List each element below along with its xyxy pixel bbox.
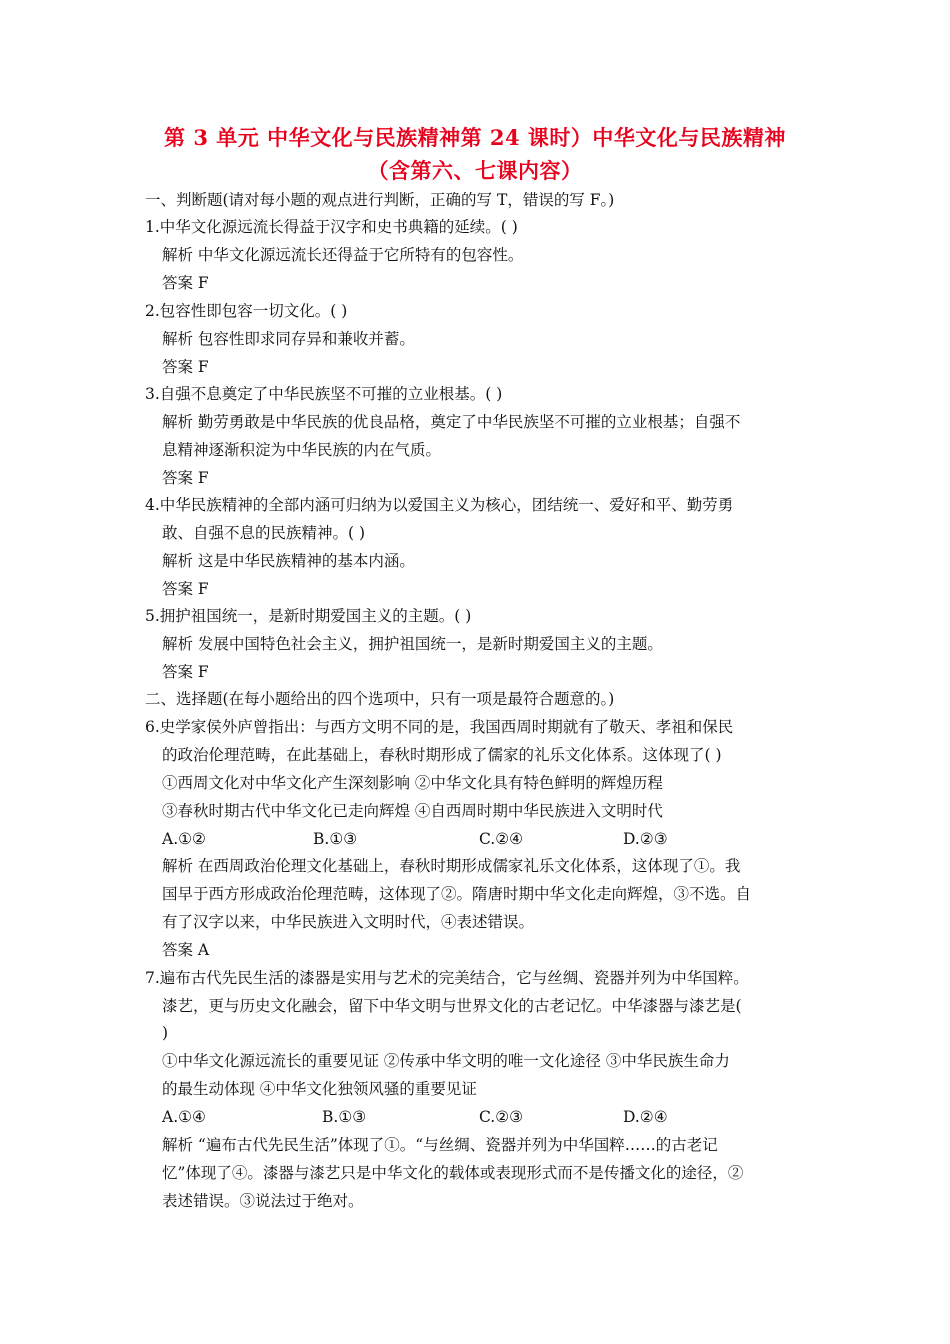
question-7-analysis-line2: 忆”体现了④。漆器与漆艺只是中华文化的载体或表现形式而不是传播文化的途径，②	[162, 1164, 744, 1182]
document-title-line2: （含第六、七课内容）	[367, 158, 583, 183]
question-6-stem-line1: 6.史学家侯外庐曾指出：与西方文明不同的是，我国西周时期就有了敬天、孝祖和保民	[145, 718, 734, 736]
question-4-answer: 答案 F	[162, 580, 209, 598]
question-3-answer: 答案 F	[162, 469, 209, 487]
question-2-answer: 答案 F	[162, 358, 209, 376]
question-6-item-line2: ③春秋时期古代中华文化已走向辉煌 ④自西周时期中华民族进入文明时代	[162, 802, 663, 820]
section-heading-choice: 二、选择题(在每小题给出的四个选项中，只有一项是最符合题意的。)	[145, 690, 615, 708]
question-1-analysis: 解析 中华文化源远流长还得益于它所特有的包容性。	[162, 246, 524, 264]
question-7-stem-line3: )	[162, 1024, 169, 1042]
question-6-item-line1: ①西周文化对中华文化产生深刻影响 ②中华文化具有特色鲜明的辉煌历程	[162, 774, 663, 792]
question-7-option-d: D.②④	[623, 1108, 668, 1126]
question-3-analysis-line1: 解析 勤劳勇敢是中华民族的优良品格，奠定了中华民族坚不可摧的立业根基；自强不	[162, 413, 741, 431]
question-6-stem-line2: 的政治伦理范畴，在此基础上，春秋时期形成了儒家的礼乐文化体系。这体现了( )	[162, 746, 722, 764]
question-4-stem-line1: 4.中华民族精神的全部内涵可归纳为以爱国主义为核心，团结统一、爱好和平、勤劳勇	[145, 496, 734, 514]
question-6-option-b: B.①③	[313, 830, 358, 848]
question-5-answer: 答案 F	[162, 663, 209, 681]
question-7-analysis-line3: 表述错误。③说法过于绝对。	[162, 1192, 364, 1210]
question-4-stem-line2: 敢、自强不息的民族精神。( )	[162, 524, 366, 542]
question-5-stem: 5.拥护祖国统一，是新时期爱国主义的主题。( )	[145, 607, 472, 625]
question-7-option-b: B.①③	[322, 1108, 367, 1126]
question-6-option-a: A.①②	[162, 830, 206, 848]
question-7-option-a: A.①④	[162, 1108, 206, 1126]
question-2-stem: 2.包容性即包容一切文化。( )	[145, 302, 348, 320]
question-6-answer: 答案 A	[162, 941, 210, 959]
section-heading-judgment: 一、判断题(请对每小题的观点进行判断，正确的写 T，错误的写 F。)	[145, 191, 615, 209]
question-3-analysis-line2: 息精神逐渐积淀为中华民族的内在气质。	[162, 441, 442, 459]
question-3-stem: 3.自强不息奠定了中华民族坚不可摧的立业根基。( )	[145, 385, 503, 403]
question-6-option-d: D.②③	[623, 830, 668, 848]
question-6-analysis-line1: 解析 在西周政治伦理文化基础上，春秋时期形成儒家礼乐文化体系，这体现了①。我	[162, 857, 741, 875]
question-7-option-c: C.②③	[479, 1108, 524, 1126]
question-2-analysis: 解析 包容性即求同存异和兼收并蓄。	[162, 330, 415, 348]
question-7-analysis-line1: 解析 “遍布古代先民生活”体现了①。“与丝绸、瓷器并列为中华国粹……的古老记	[162, 1136, 718, 1154]
question-7-item-line1: ①中华文化源远流长的重要见证 ②传承中华文明的唯一文化途径 ③中华民族生命力	[162, 1052, 730, 1070]
question-7-item-line2: 的最生动体现 ④中华文化独领风骚的重要见证	[162, 1080, 477, 1098]
question-1-stem: 1.中华文化源远流长得益于汉字和史书典籍的延续。( )	[145, 218, 518, 236]
question-6-analysis-line2: 国早于西方形成政治伦理范畴，这体现了②。隋唐时期中华文化走向辉煌，③不选。自	[162, 885, 752, 903]
question-4-analysis: 解析 这是中华民族精神的基本内涵。	[162, 552, 415, 570]
question-7-stem-line2: 漆艺，更与历史文化融会，留下中华文明与世界文化的古老记忆。中华漆器与漆艺是(	[162, 997, 742, 1015]
question-6-option-c: C.②④	[479, 830, 524, 848]
question-1-answer: 答案 F	[162, 274, 209, 292]
question-6-analysis-line3: 有了汉字以来，中华民族进入文明时代，④表述错误。	[162, 913, 535, 931]
question-5-analysis: 解析 发展中国特色社会主义，拥护祖国统一，是新时期爱国主义的主题。	[162, 635, 663, 653]
question-7-stem-line1: 7.遍布古代先民生活的漆器是实用与艺术的完美结合，它与丝绸、瓷器并列为中华国粹。	[145, 969, 749, 987]
document-title-line1: 第 3 单元 中华文化与民族精神第 24 课时）中华文化与民族精神	[164, 125, 786, 150]
